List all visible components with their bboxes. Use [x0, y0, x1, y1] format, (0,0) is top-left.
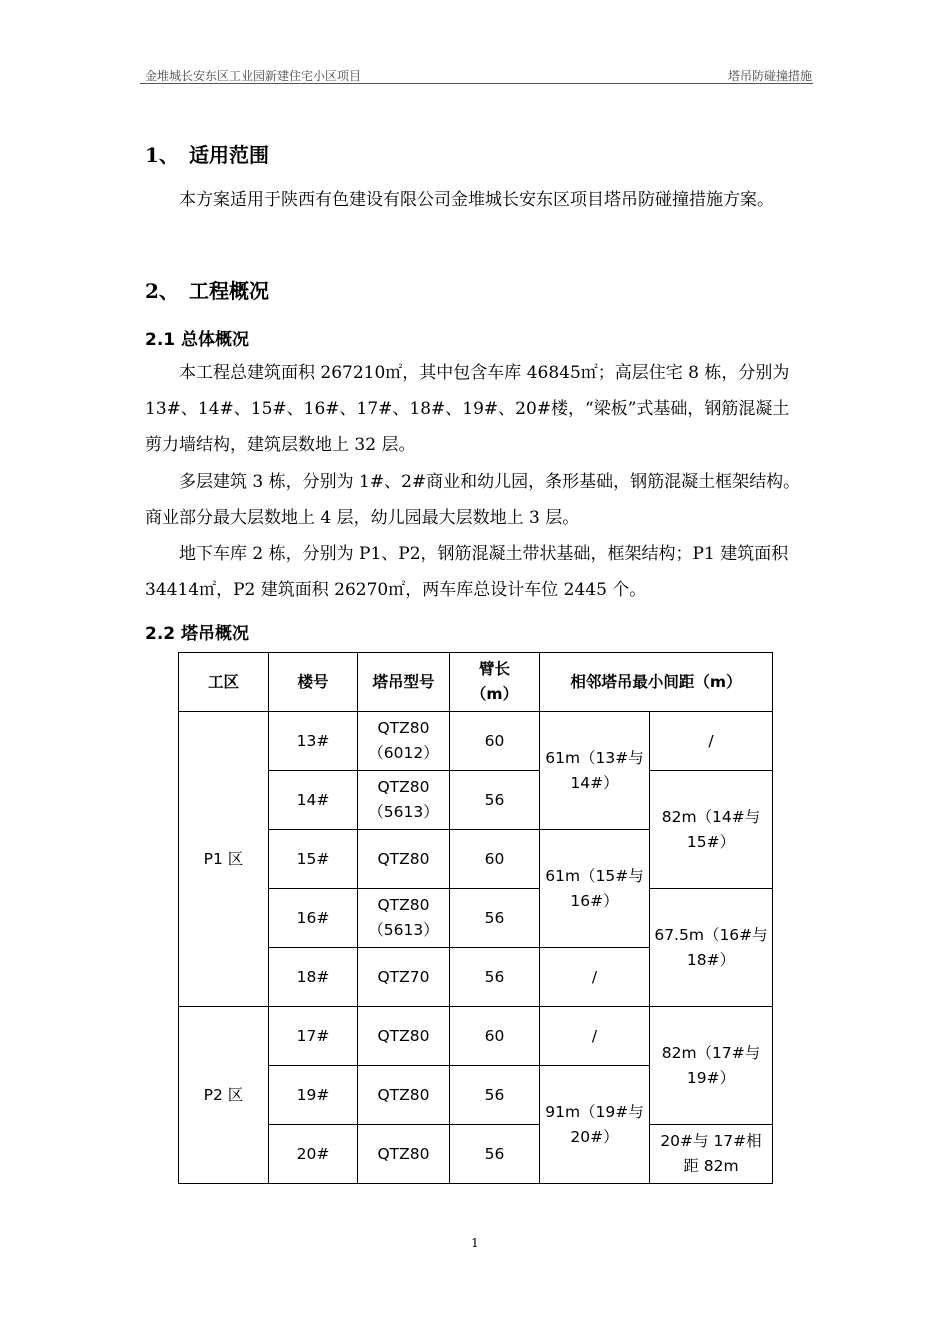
- subsection-2-2-title: 2.2 塔吊概况: [145, 624, 250, 644]
- table-row: [179, 1125, 773, 1184]
- page-number: 1: [471, 1236, 479, 1250]
- arm-cell: 60: [450, 712, 540, 771]
- arm-cell: 56: [450, 889, 540, 948]
- model-text: QTZ80（5613）: [368, 896, 439, 939]
- table-row: [179, 889, 773, 948]
- building-cell: 17#: [269, 1007, 358, 1066]
- tower-crane-table: [178, 652, 773, 1184]
- distance-cell: 82m（14#与15#）: [650, 771, 773, 889]
- building-cell: 14#: [269, 771, 358, 830]
- header-doc-title: 塔吊防碰撞措施: [727, 69, 812, 83]
- header-zone: 工区: [179, 653, 269, 712]
- header-arm-length-unit: （m）: [470, 685, 519, 703]
- building-cell: 16#: [269, 889, 358, 948]
- header-crane-model: 塔吊型号: [358, 653, 450, 712]
- subsection-2-1-title: 2.1 总体概况: [145, 330, 250, 350]
- model-text: QTZ80（6012）: [368, 719, 439, 762]
- model-cell: [358, 771, 450, 830]
- section-1-title: 适用范围: [189, 143, 269, 167]
- model-text: QTZ70: [377, 967, 430, 986]
- section-1-heading: [145, 139, 269, 168]
- overview-paragraph-3: 地下车库 2 栋，分别为 P1、P2，钢筋混凝土带状基础，框架结构；P1 建筑面积 34414㎡，P2 建筑面积 26270㎡，两车库总设计车位 2445 个。: [145, 544, 789, 600]
- table-row: [179, 1007, 773, 1066]
- building-cell: 13#: [269, 712, 358, 771]
- model-text: QTZ80: [377, 1026, 430, 1045]
- model-text: QTZ80: [377, 1144, 430, 1163]
- table-row: [179, 771, 773, 830]
- table-row: [179, 712, 773, 771]
- model-text: QTZ80: [377, 849, 430, 868]
- distance-cell: 61m（15#与16#）: [540, 830, 650, 948]
- header-building: 楼号: [269, 653, 358, 712]
- header-divider: [140, 83, 813, 84]
- distance-cell: 67.5m（16#与18#）: [650, 889, 773, 1007]
- header-project-name: 金堆城长安东区工业园新建住宅小区项目: [145, 69, 362, 83]
- model-cell: [358, 948, 450, 1007]
- overview-paragraph-2: 多层建筑 3 栋，分别为 1#、2#商业和幼儿园，条形基础，钢筋混凝土框架结构。商业部分最大层数地上 4 层，幼儿园最大层数地上 3 层。: [145, 472, 801, 528]
- section-1-number: 1、: [145, 143, 179, 167]
- distance-cell: 61m（13#与14#）: [540, 712, 650, 830]
- distance-cell: 20#与 17#相距 82m: [650, 1125, 773, 1184]
- section-2-heading: [145, 275, 269, 304]
- arm-cell: 60: [450, 1007, 540, 1066]
- header-arm-length: [450, 653, 540, 712]
- distance-cell: 91m（19#与20#）: [540, 1066, 650, 1184]
- header-min-distance: 相邻塔吊最小间距（m）: [540, 653, 773, 712]
- arm-cell: 56: [450, 1066, 540, 1125]
- model-cell: [358, 830, 450, 889]
- section-2-number: 2、: [145, 279, 179, 303]
- arm-cell: 56: [450, 1125, 540, 1184]
- section-1-body: 本方案适用于陕西有色建设有限公司金堆城长安东区项目塔吊防碰撞措施方案。: [179, 190, 774, 210]
- section-2-title: 工程概况: [189, 279, 269, 303]
- table-header-row: [179, 653, 773, 712]
- model-cell: [358, 1007, 450, 1066]
- arm-cell: 56: [450, 771, 540, 830]
- model-cell: [358, 1066, 450, 1125]
- distance-cell: /: [650, 712, 773, 771]
- model-text: QTZ80: [377, 1085, 430, 1104]
- model-cell: [358, 1125, 450, 1184]
- building-cell: 20#: [269, 1125, 358, 1184]
- distance-cell: /: [540, 948, 650, 1007]
- zone-cell-p1: P1 区: [179, 712, 269, 1007]
- header-arm-length-label: 臂长: [478, 660, 510, 678]
- arm-cell: 60: [450, 830, 540, 889]
- building-cell: 18#: [269, 948, 358, 1007]
- building-cell: 15#: [269, 830, 358, 889]
- overview-paragraph-1: 本工程总建筑面积 267210㎡，其中包含车库 46845㎡；高层住宅 8 栋，分别为 13#、14#、15#、16#、17#、18#、19#、20#楼，“梁板”式基础，钢筋混凝土剪力墙结构，建筑层数地上 32 层。: [145, 363, 790, 455]
- building-cell: 19#: [269, 1066, 358, 1125]
- model-cell: [358, 889, 450, 948]
- zone-cell-p2: P2 区: [179, 1007, 269, 1184]
- distance-cell: /: [540, 1007, 650, 1066]
- model-text: QTZ80（5613）: [368, 778, 439, 821]
- distance-cell: 82m（17#与19#）: [650, 1007, 773, 1125]
- arm-cell: 56: [450, 948, 540, 1007]
- model-cell: [358, 712, 450, 771]
